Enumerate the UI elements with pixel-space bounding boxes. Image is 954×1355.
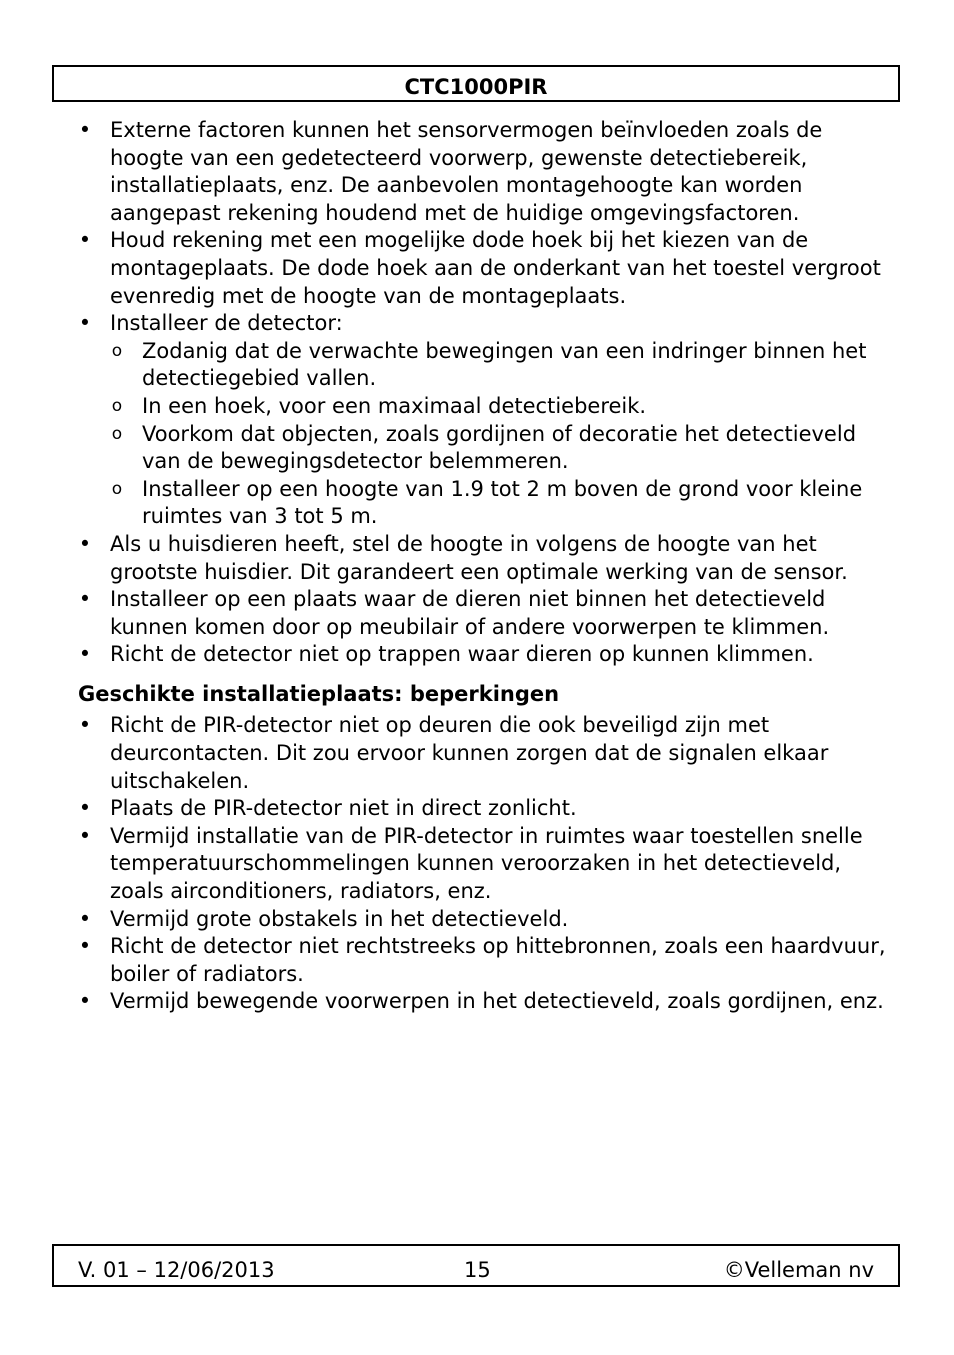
list-item: [78, 586, 888, 641]
list-item-text: Externe factoren kunnen het sensorvermogen beïnvloeden zoals de hoogte van een gedetecteerd voorwerp, gewenste detectiebereik, installatieplaats, enz. De aanbevolen montagehoogte kan worden aangepast rekening houdend met de huidige omgevingsfactoren.: [110, 118, 823, 225]
sub-list-item-text: Zodanig dat de verwachte bewegingen van een indringer binnen het detectiegebied vallen.: [142, 338, 867, 391]
list-item-text: Installeer op een plaats waar de dieren niet binnen het detectieveld kunnen komen door op meubilair of andere voorwerpen te klimmen.: [110, 587, 830, 639]
bullet-icon: •: [78, 118, 92, 142]
list-item-text: Vermijd installatie van de PIR-detector in ruimtes waar toestellen snelle temperatuurschommelingen kunnen veroorzaken in het detectieveld, zoals airconditioners, radiators, enz.: [110, 823, 863, 904]
bullet-icon: •: [78, 906, 92, 931]
page-number: 15: [464, 1258, 491, 1282]
page-header: [52, 65, 900, 102]
list-item-text: Richt de detector niet op trappen waar dieren op kunnen klimmen.: [110, 642, 814, 667]
header-title: CTC1000PIR: [404, 75, 548, 99]
page-footer: [52, 1244, 900, 1287]
list-item: [78, 227, 888, 310]
sub-list-item: [110, 476, 888, 531]
bullet-icon: •: [78, 587, 92, 612]
list-item: [78, 988, 888, 1016]
sub-list-item: [110, 421, 888, 476]
bullet-icon: •: [78, 796, 92, 821]
sub-list-item-text: Voorkom dat objecten, zoals gordijnen of decoratie het detectieveld van de bewegingsdetector belemmeren.: [142, 421, 857, 474]
list-item-text: Vermijd bewegende voorwerpen in het detectieveld, zoals gordijnen, enz.: [110, 989, 884, 1014]
list-item-text: Als u huisdieren heeft, stel de hoogte in volgens de hoogte van het grootste huisdier. Dit garandeert een optimale werking van de sensor.: [110, 531, 848, 584]
bullet-icon: •: [78, 228, 92, 253]
circle-bullet-icon: o: [111, 340, 123, 361]
circle-bullet-icon: o: [111, 478, 123, 499]
list-item: [78, 795, 888, 823]
footer-version: V. 01 – 12/06/2013: [78, 1258, 275, 1282]
bullet-list-restrictions: [78, 712, 888, 1016]
list-item-text: Richt de detector niet rechtstreeks op hittebronnen, zoals een haardvuur, boiler of radiators.: [110, 934, 886, 986]
page-content: [78, 117, 888, 1016]
list-item-text: Installeer de detector:: [110, 311, 343, 336]
list-item: [78, 712, 888, 795]
list-item: [78, 531, 888, 586]
bullet-icon: •: [78, 989, 92, 1014]
list-item: [78, 933, 888, 988]
bullet-list-installation: [78, 117, 888, 669]
sub-list-install: [110, 338, 888, 531]
sub-list-item: [110, 393, 888, 421]
bullet-icon: •: [78, 713, 92, 738]
sub-list-item: [110, 338, 888, 393]
section-heading: Geschikte installatieplaats: beperkingen: [78, 681, 560, 706]
sub-list-item-text: In een hoek, voor een maximaal detectiebereik.: [142, 393, 647, 418]
list-item: [78, 906, 888, 934]
circle-bullet-icon: o: [111, 423, 123, 444]
footer-copyright: ©Velleman nv: [723, 1258, 874, 1282]
list-item: [78, 310, 888, 531]
bullet-icon: •: [78, 311, 92, 336]
list-item: [78, 823, 888, 906]
list-item: [78, 117, 888, 227]
list-item-text: Richt de PIR-detector niet op deuren die ook beveiligd zijn met deurcontacten. Dit zou ervoor kunnen zorgen dat de signalen elkaar uitschakelen.: [110, 713, 829, 793]
bullet-icon: •: [78, 531, 92, 556]
circle-bullet-icon: o: [111, 395, 123, 416]
sub-list-item-text: Installeer op een hoogte van 1.9 tot 2 m boven de grond voor kleine ruimtes van 3 tot 5 m.: [142, 476, 863, 529]
list-item-text: Plaats de PIR-detector niet in direct zonlicht.: [110, 796, 577, 821]
bullet-icon: •: [78, 642, 92, 667]
bullet-icon: •: [78, 934, 92, 959]
list-item: [78, 641, 888, 669]
list-item-text: Vermijd grote obstakels in het detectieveld.: [110, 906, 569, 931]
bullet-icon: •: [78, 823, 92, 848]
list-item-text: Houd rekening met een mogelijke dode hoek bij het kiezen van de montageplaats. De dode hoek aan de onderkant van het toestel vergroot evenredig met de hoogte van de montageplaats.: [110, 228, 881, 308]
